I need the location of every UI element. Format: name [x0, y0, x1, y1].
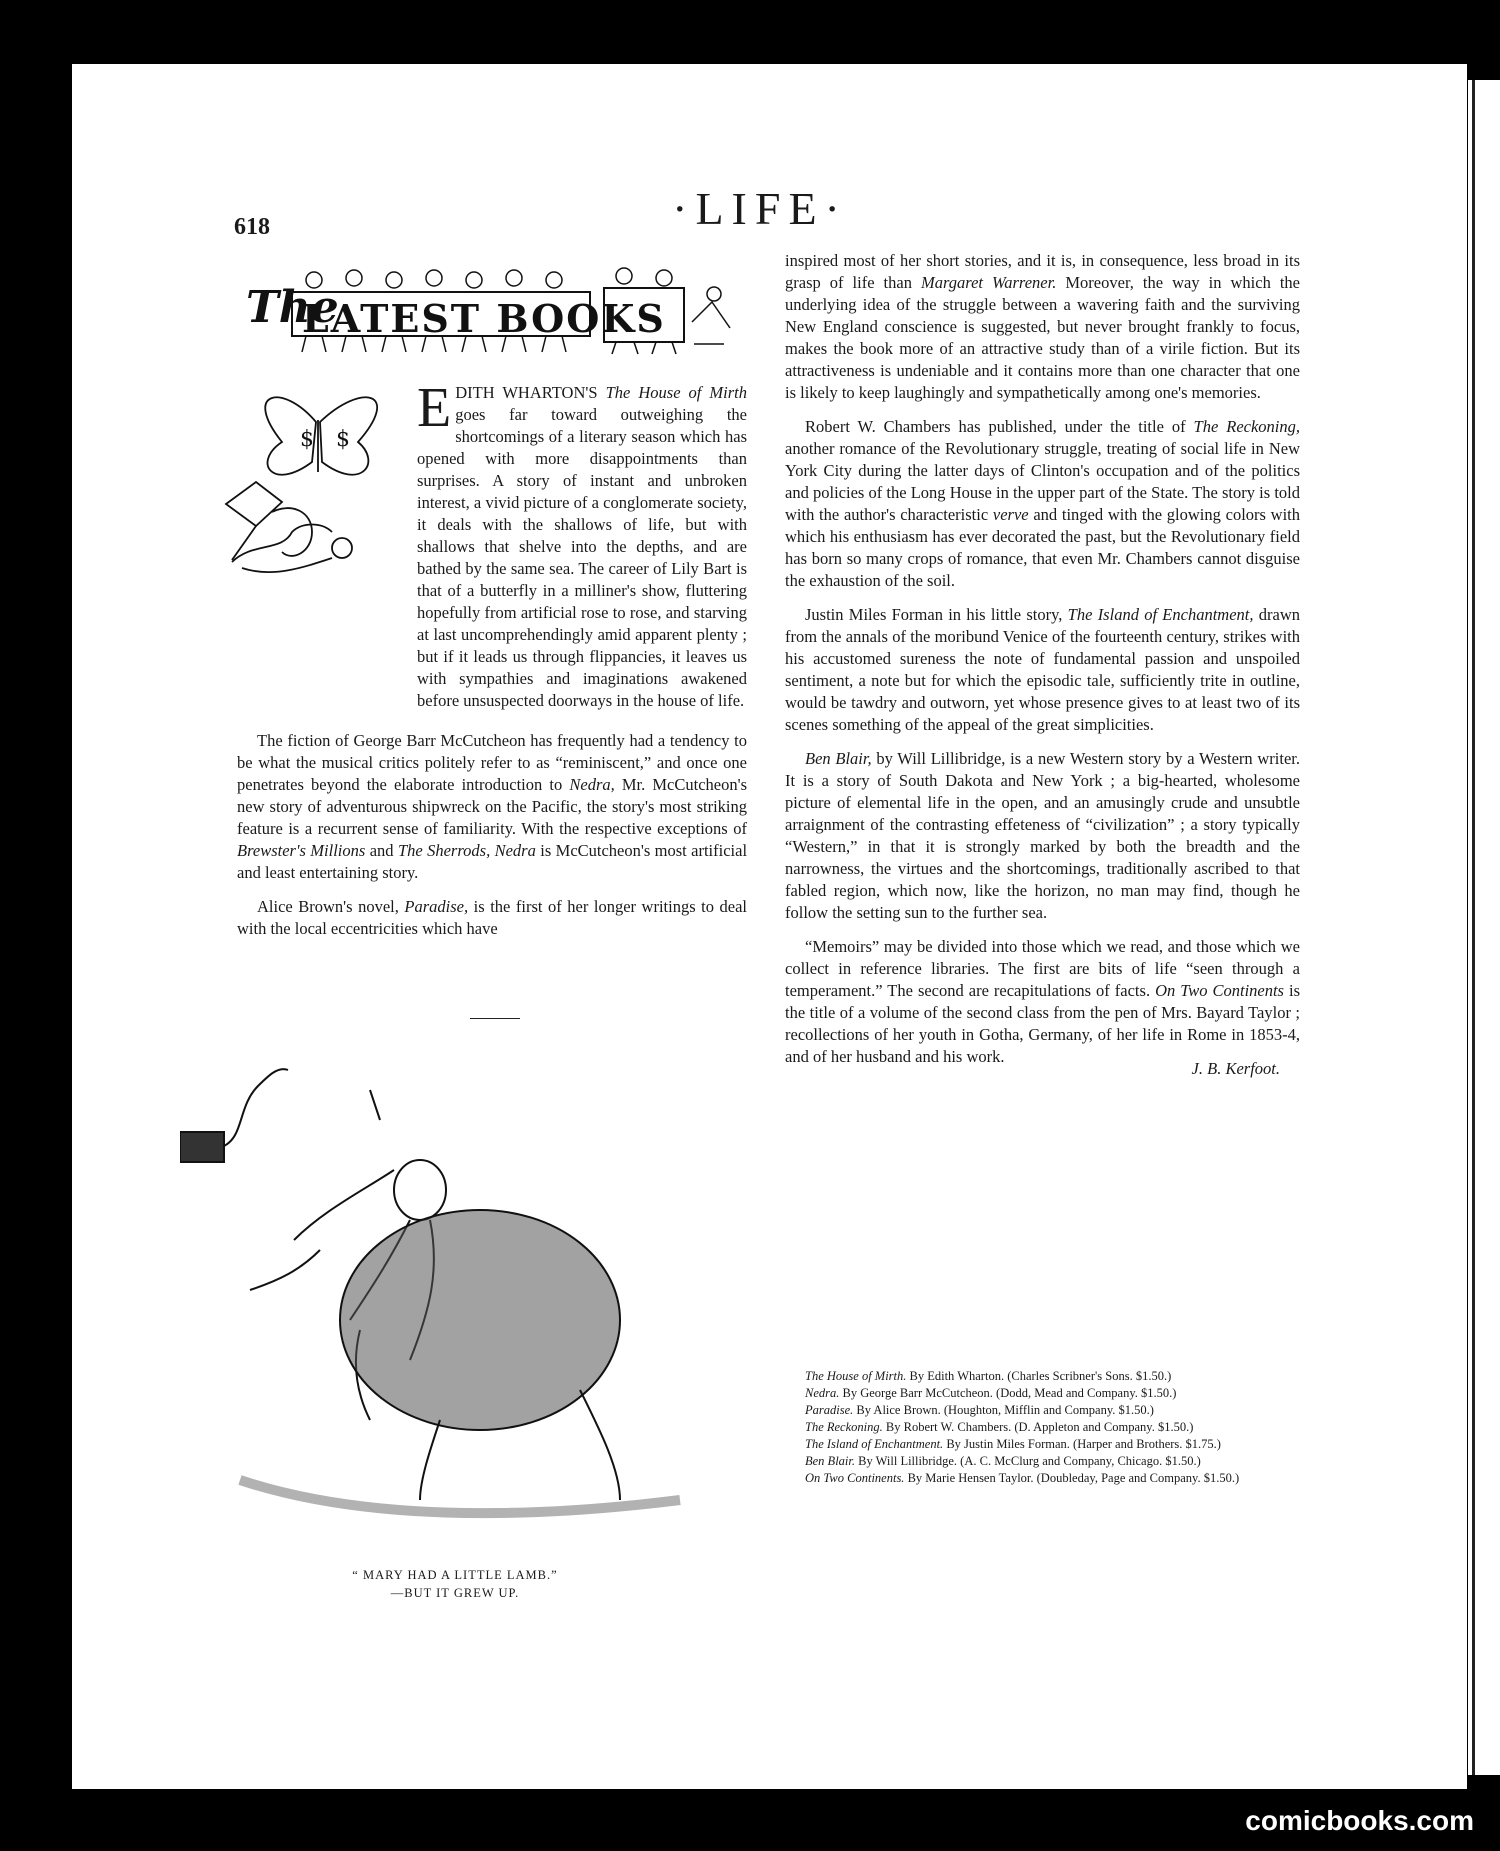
- author-signature: J. B. Kerfoot.: [1191, 1059, 1280, 1078]
- book-note: On Two Continents. By Marie Hensen Taylor. (Doubleday, Page and Company. $1.50.): [805, 1471, 1240, 1485]
- book-notes: [785, 1368, 1300, 1487]
- review-chambers: Robert W. Chambers has published, under the title of The Reckoning, another romance of the Revolutionary struggle, treating of social life in New York City during the latter days of Clinton's occupation and of the politics and policies of the Long House in the upper part of the State. The story is told with the author's characteristic verve and tinged with the glowing colors with which his enthusiasm has ever decorated the past, but the Revolutionary field has born so many crops of romance, that even Mr. Chambers cannot disguise the exhaustion of the soil.: [785, 417, 1300, 590]
- review-mccutcheon: The fiction of George Barr McCutcheon has frequently had a tendency to be what the musical critics politely refer to as “reminiscent,” and once one penetrates beyond the elaborate introduction to Nedra, Mr. McCutcheon's new story of adventurous shipwreck on the Pacific, the story's most striking feature is a recurrent sense of familiarity. With the respective exceptions of Brewster's Millions and The Sherrods, Nedra is McCutcheon's most artificial and least entertaining story.: [237, 731, 748, 882]
- adjacent-page-edge: [1468, 80, 1500, 1775]
- book-title-house-of-mirth: The House of Mirth: [605, 383, 747, 402]
- review-brown-continued: inspired most of her short stories, and it is, in consequence, less broad in its grasp of life than Margaret Warrener. Moreover, the way in which the underlying idea of the struggle between a wavering faith and the surviving New England conscience is suggested, but never brought frankly to focus, makes the book more of an attractive study than of a virile fiction. But its attractiveness is undeniable and it contains more than one character that one is likely to keep laughingly and sympathetically among one's memories.: [785, 251, 1300, 402]
- svg-text:$: $: [300, 427, 314, 452]
- title-the: The: [246, 282, 339, 333]
- review-lillibridge: Ben Blair, by Will Lillibridge, is a new Western story by a Western writer. It is a story of South Dakota and New York ; a big-hearted, wholesome picture of elemental life in the open, and an amusingly crude and unsubtle arraignment of the contrasting effeteness of “civilization” ; a story typically “Western,” in that it is strongly marked by both the breadth and the narrowness, the virtues and the shortcomings, traditionally ascribed to that fabled region, which now, like the horizon, no man may find, though he follow the setting sun to the further sea.: [785, 749, 1300, 922]
- book-note: Ben Blair. By Will Lillibridge. (A. C. McClurg and Company, Chicago. $1.50.): [805, 1454, 1201, 1468]
- section-title: LATEST BOOKS: [302, 296, 666, 341]
- right-column: [785, 250, 1300, 1080]
- illustration-caption: “ MARY HAD A LITTLE LAMB.” —BUT IT GREW UP.: [352, 1568, 558, 1600]
- review-wharton: EDITH WHARTON'S The House of Mirth goes far toward outweighing the shortcomings of a literary season which has opened with more disappointments than surprises. A story of instant and unbroken interest, a vivid picture of a conglomerate society, it deals with the shallows of life, but with shallows that shelve into the depths, and are bathed by the same sea. The career of Lily Bart is that of a butterfly in a milliner's show, fluttering hopefully from artificial rose to rose, and starving at last uncomprehendingly amid apparent plenty ; but if it leads us through flippancies, it leaves us with sympathies and imaginations awakened before unsuspected doorways in the house of life.: [417, 377, 747, 710]
- svg-text:$: $: [336, 427, 350, 452]
- book-note: Paradise. By Alice Brown. (Houghton, Mifflin and Company. $1.50.): [805, 1403, 1154, 1417]
- book-note: The House of Mirth. By Edith Wharton. (Charles Scribner's Sons. $1.50.): [805, 1369, 1172, 1383]
- site-watermark: comicbooks.com: [1245, 1805, 1474, 1836]
- book-note: The Reckoning. By Robert W. Chambers. (D. Appleton and Company. $1.50.): [805, 1420, 1194, 1434]
- review-forman: Justin Miles Forman in his little story, The Island of Enchantment, drawn from the annals of the moribund Venice of the fourteenth century, strikes with his accustomed sureness the note of fundamental passion and unspoiled sentiment, a note but for which the episodic tale, sufficiently trite in outline, would be tawdry and outworn, yet whose presence gives to at least two of its scenes something of the appeal of the great simplicities.: [785, 605, 1300, 734]
- drop-cap: E: [417, 377, 452, 439]
- section-divider: [470, 1018, 520, 1019]
- page-number: 618: [234, 214, 270, 240]
- mary-lamb-illustration: [180, 1060, 700, 1560]
- review-brown: Alice Brown's novel, Paradise, is the first of her longer writings to deal with the local eccentricities which have: [237, 897, 748, 938]
- book-note: The Island of Enchantment. By Justin Miles Forman. (Harper and Brothers. $1.75.): [805, 1437, 1221, 1451]
- masthead: ·LIFE·: [672, 183, 848, 234]
- section-title-banner: [244, 262, 736, 358]
- left-column: [237, 377, 748, 952]
- book-note: Nedra. By George Barr McCutcheon. (Dodd, Mead and Company. $1.50.): [805, 1386, 1177, 1400]
- review-taylor: “Memoirs” may be divided into those which we read, and those which we collect in reference libraries. The first are bits of life “seen through a temperament.” The second are recapitulations of facts. On Two Continents is the title of a volume of the second class from the pen of Mrs. Bayard Taylor ; recollections of her youth in Gotha, Germany, of her life in Rome in 1853-4, and of her husband and his work.: [785, 937, 1301, 1066]
